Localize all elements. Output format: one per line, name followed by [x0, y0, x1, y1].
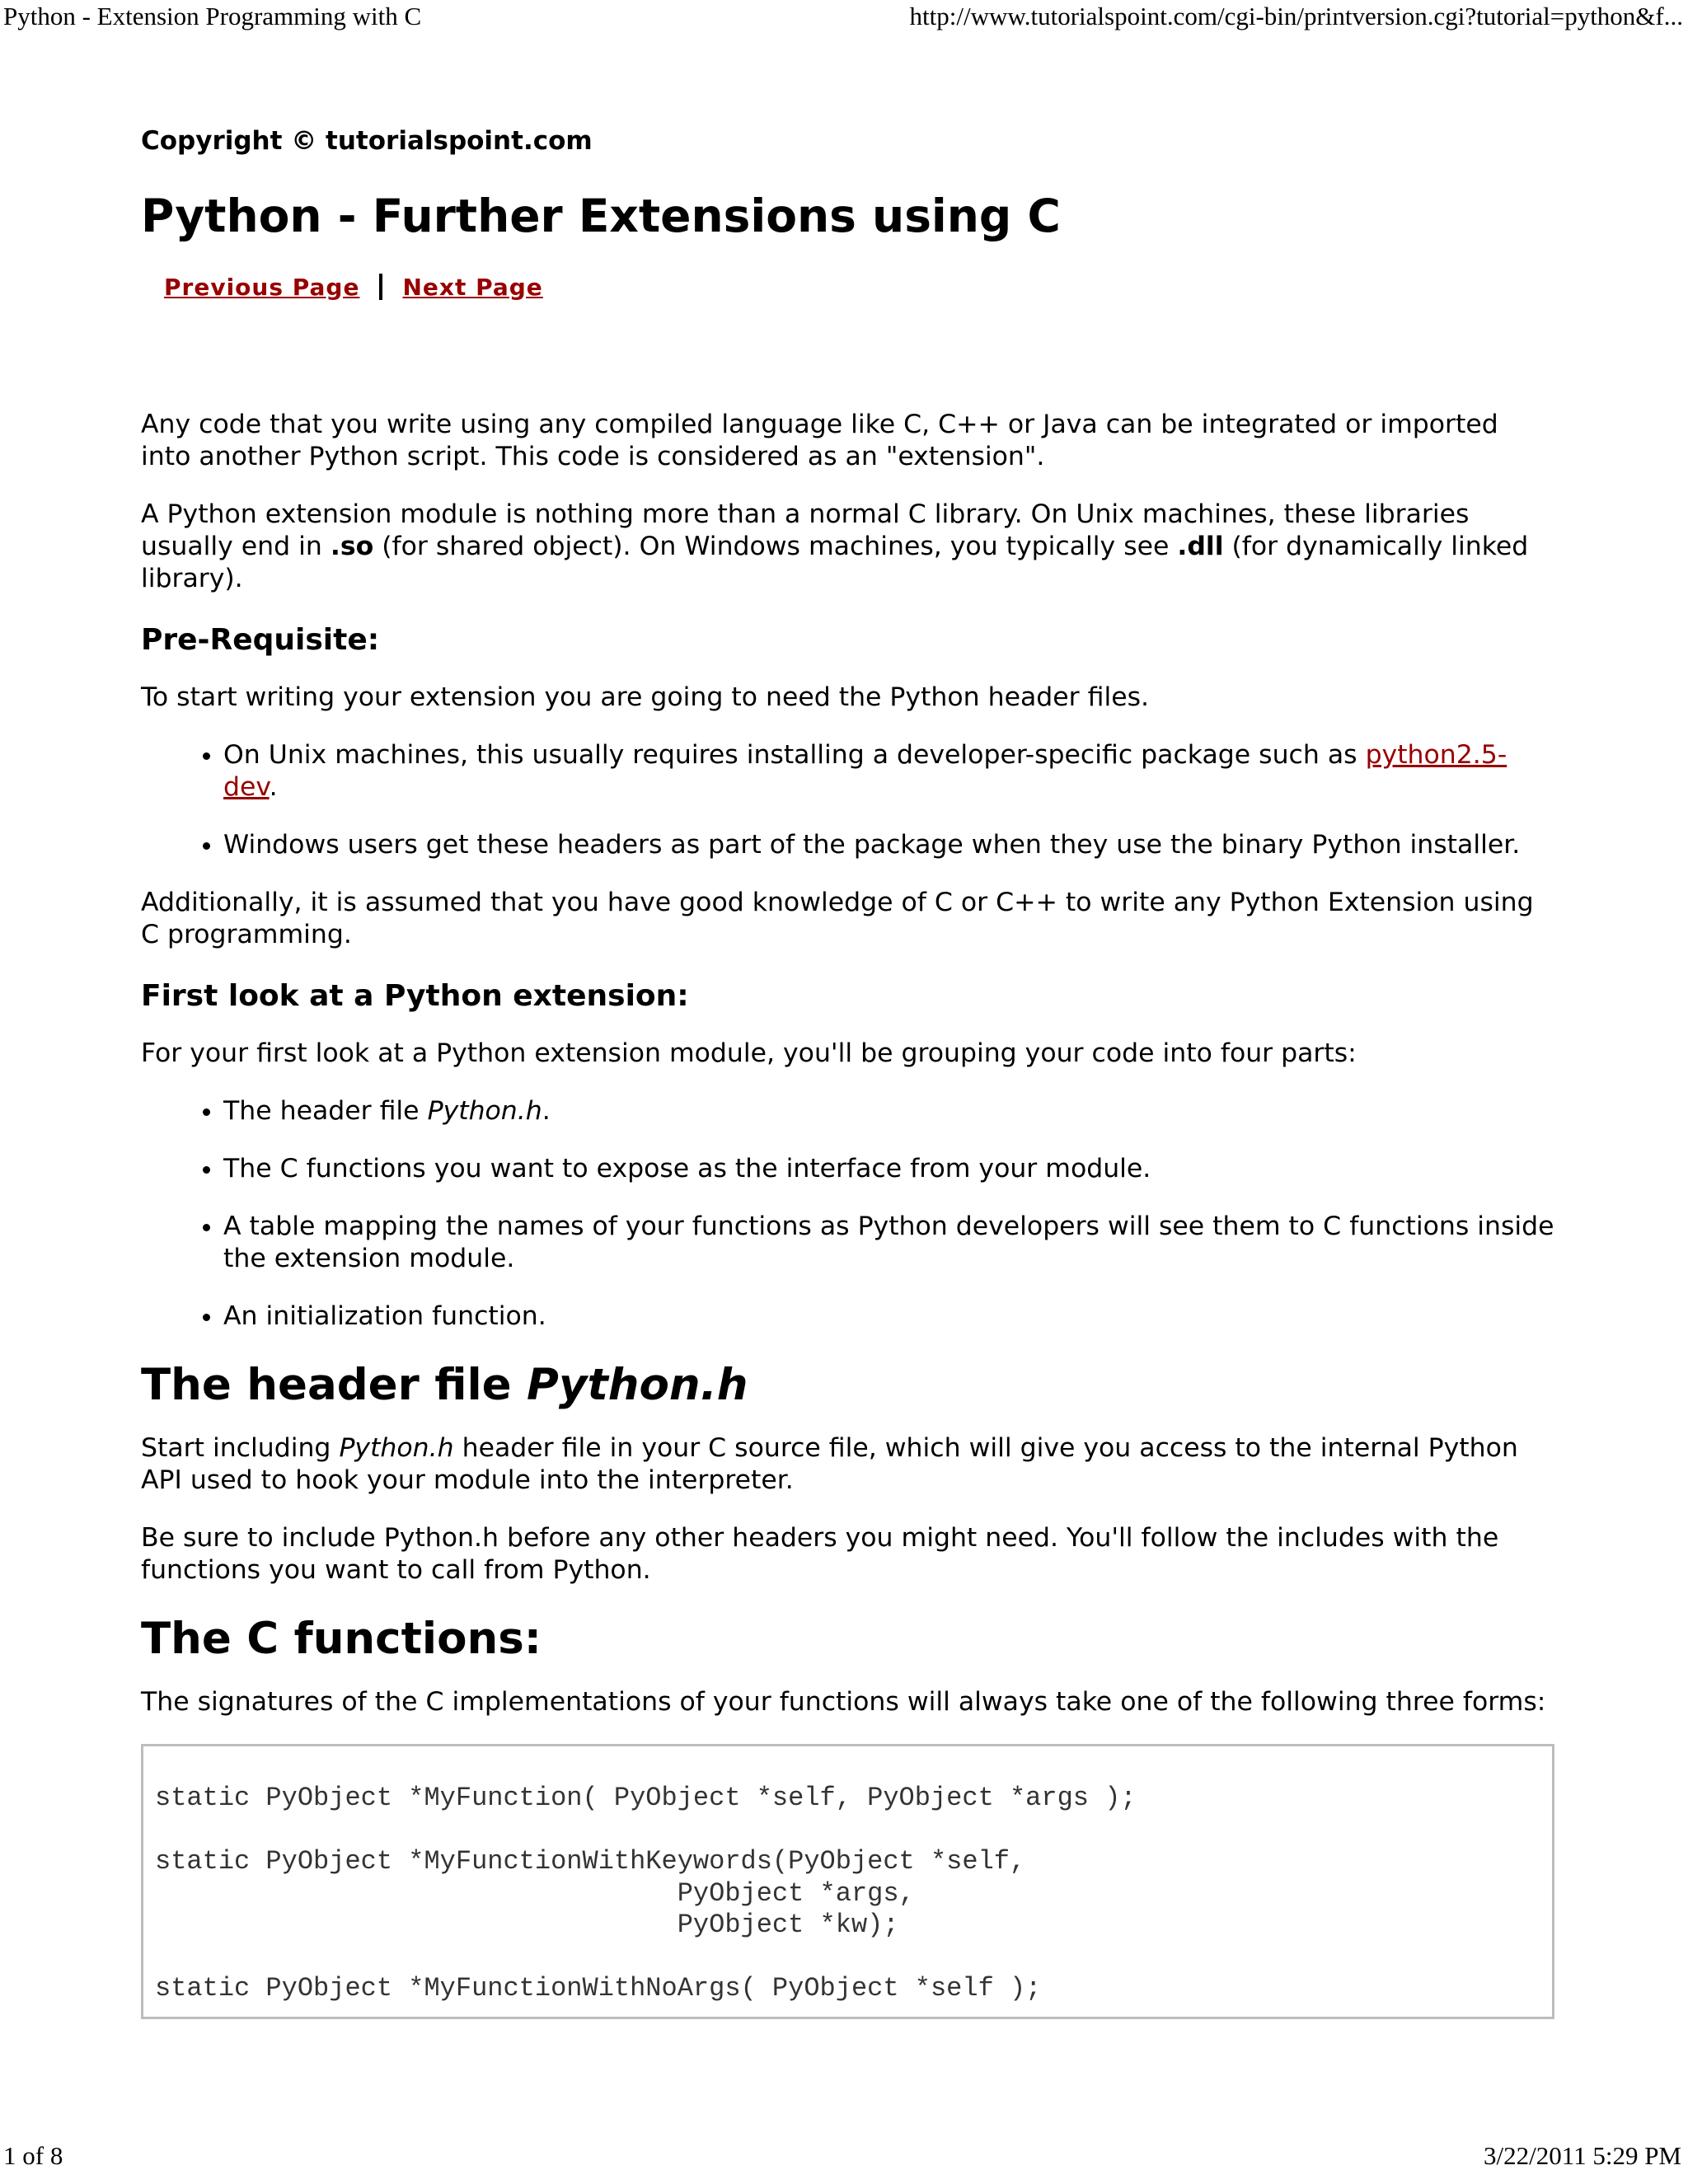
intro-paragraph-1: Any code that you write using any compiled language like C, C++ or Java can be integrated or imported into another Python script. This code is considered as an "extension". — [141, 410, 1498, 471]
list-item: • On Unix machines, this usually requires installing a developer-specific package such as python2.5-dev. — [223, 739, 1554, 804]
header-file-paragraph-1: Start including Python.h header file in your C source file, which will give you access to the internal Python API used to hook your module into the interpreter. — [141, 1433, 1518, 1495]
intro-paragraph-2: A Python extension module is nothing more than a normal C library. On Unix machines, these libraries usually end in .so (for shared object). On Windows machines, you typically see .dll (for dynamically linked library). — [141, 499, 1529, 593]
list-item: • A table mapping the names of your functions as Python developers will see them to C functions inside the extension module. — [223, 1211, 1554, 1275]
list-item: • The header file Python.h. — [223, 1095, 1554, 1127]
print-header-url: http://www.tutorialspoint.com/cgi-bin/printversion.cgi?tutorial=python&f... — [909, 2, 1683, 30]
print-header — [0, 2, 1688, 31]
page-navigation — [141, 265, 1554, 308]
c-functions-paragraph: The signatures of the C implementations of your functions will always take one of the following three forms: — [141, 1687, 1546, 1717]
c-functions-heading: The C functions: — [141, 1614, 542, 1664]
first-look-heading: First look at a Python extension: — [141, 979, 689, 1013]
list-item: • An initialization function. — [223, 1301, 1554, 1333]
next-page-link[interactable]: Next Page — [402, 273, 543, 301]
first-look-paragraph: For your first look at a Python extension module, you'll be grouping your code into four parts: — [141, 1038, 1357, 1068]
copyright-notice: Copyright © tutorialspoint.com — [141, 126, 593, 156]
print-footer — [0, 2141, 1688, 2171]
header-file-heading: The header file Python.h — [141, 1360, 748, 1410]
list-item: • The C functions you want to expose as the interface from your module. — [223, 1153, 1554, 1185]
first-look-list — [141, 1095, 1554, 1333]
print-header-title: Python - Extension Programming with C — [3, 2, 422, 30]
prereq-heading: Pre-Requisite: — [141, 623, 380, 657]
page-title: Python - Further Extensions using C — [141, 190, 1061, 242]
prereq-paragraph-2: Additionally, it is assumed that you have good knowledge of C or C++ to write any Python Extension using C programming. — [141, 888, 1534, 949]
dll-extension: .dll — [1177, 532, 1224, 561]
print-timestamp: 3/22/2011 5:29 PM — [1484, 2141, 1681, 2170]
code-listing: static PyObject *MyFunction( PyObject *self, PyObject *args ); static PyObject *MyFunctionWithKeywords(PyObject *self, PyObject *args, PyObject *kw); static PyObject *MyFunctionWithNoArgs( PyObject *self ); — [155, 1783, 1137, 2004]
python-dev-link[interactable]: python2.5-dev — [223, 740, 1507, 802]
prereq-list — [141, 739, 1554, 861]
document-content — [141, 122, 1554, 2019]
prereq-paragraph-1: To start writing your extension you are going to need the Python header files. — [141, 682, 1150, 712]
so-extension: .so — [330, 532, 374, 561]
list-item: • Windows users get these headers as part of the package when they use the binary Python installer. — [223, 829, 1554, 861]
header-file-paragraph-2: Be sure to include Python.h before any other headers you might need. You'll follow the includes with the functions you want to call from Python. — [141, 1523, 1499, 1585]
page-counter: 1 of 8 — [3, 2141, 63, 2170]
nav-separator — [379, 274, 382, 300]
previous-page-link[interactable]: Previous Page — [164, 273, 360, 301]
code-block — [141, 1744, 1554, 2019]
